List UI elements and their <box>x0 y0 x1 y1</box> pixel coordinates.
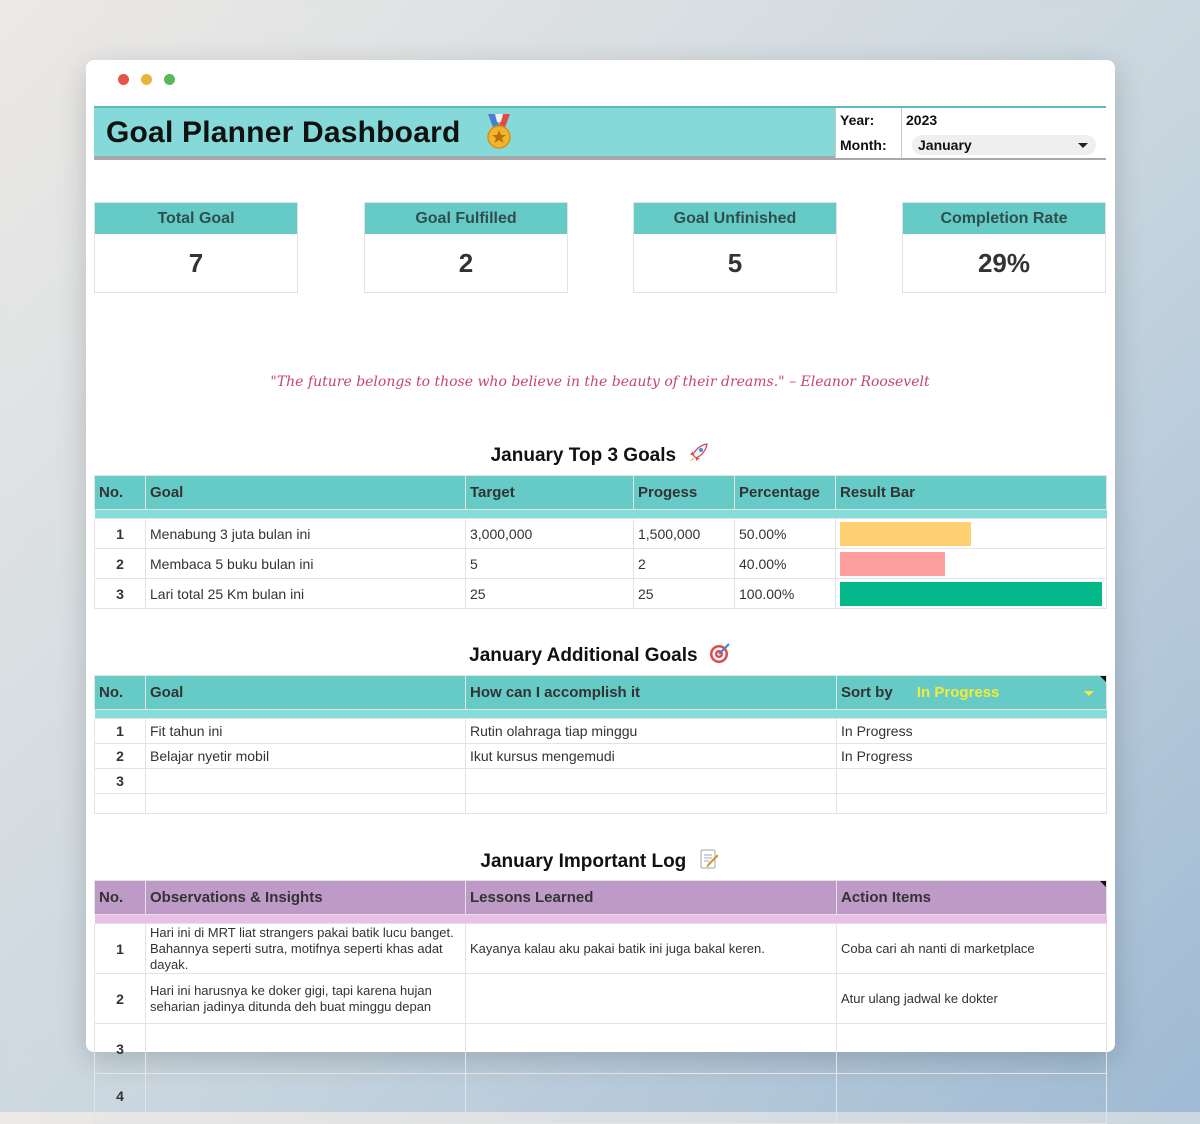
top-goals-title <box>94 442 1106 467</box>
goal-cell[interactable]: Membaca 5 buku bulan ini <box>146 549 466 579</box>
year-label: Year: <box>840 112 875 128</box>
stat-card-label: Total Goal <box>95 203 297 234</box>
row-number <box>95 794 146 814</box>
rocket-icon <box>687 442 709 464</box>
result-bar <box>840 522 971 546</box>
row-number: 1 <box>95 719 146 744</box>
column-header: Progess <box>634 476 735 510</box>
year-value[interactable]: 2023 <box>906 112 938 128</box>
goal-cell[interactable] <box>146 769 466 794</box>
row-number: 3 <box>95 769 146 794</box>
target-icon <box>709 642 731 664</box>
stat-card-completion-rate <box>902 202 1106 293</box>
stat-card-value: 2 <box>458 248 474 278</box>
table-row[interactable] <box>95 924 1107 974</box>
progress-cell[interactable]: 25 <box>634 579 735 609</box>
close-dot[interactable] <box>118 74 129 85</box>
row-number: 2 <box>95 974 146 1024</box>
spreadsheet <box>94 106 1106 1104</box>
medal-icon <box>484 114 514 150</box>
row-number: 1 <box>95 924 146 974</box>
row-number: 2 <box>95 549 146 579</box>
table-row[interactable] <box>95 579 1107 609</box>
status-cell[interactable] <box>837 794 1107 814</box>
row-number: 3 <box>95 1024 146 1074</box>
lesson-cell[interactable] <box>466 1074 837 1124</box>
column-header: Observations & Insights <box>146 881 466 915</box>
progress-cell[interactable]: 1,500,000 <box>634 519 735 549</box>
additional-goals-title-text: January Additional Goals <box>469 645 698 666</box>
row-number: 2 <box>95 744 146 769</box>
action-cell[interactable]: Atur ulang jadwal ke dokter <box>837 974 1107 1024</box>
log-title-text: January Important Log <box>480 851 687 872</box>
column-header <box>837 881 1107 915</box>
column-header: No. <box>95 476 146 510</box>
additional-goals-title <box>94 642 1106 667</box>
status-cell[interactable] <box>837 769 1107 794</box>
top-goals-table <box>94 475 1107 609</box>
status-cell[interactable]: In Progress <box>837 719 1107 744</box>
column-header: No. <box>95 676 146 710</box>
column-header: Goal <box>146 476 466 510</box>
month-dropdown[interactable] <box>912 135 1096 155</box>
observation-cell[interactable]: Hari ini di MRT liat strangers pakai batik lucu banget. Bahannya seperti sutra, motifnya seperti khas adat dayak. <box>146 924 466 974</box>
how-cell[interactable] <box>466 769 837 794</box>
goal-cell[interactable]: Fit tahun ini <box>146 719 466 744</box>
observation-cell[interactable] <box>146 1074 466 1124</box>
how-cell[interactable] <box>466 794 837 814</box>
minimize-dot[interactable] <box>141 74 152 85</box>
percentage-cell: 100.00% <box>735 579 836 609</box>
page-title: Goal Planner Dashboard <box>106 116 461 149</box>
row-number: 1 <box>95 519 146 549</box>
stat-card-label: Goal Fulfilled <box>365 203 567 234</box>
action-cell[interactable] <box>837 1074 1107 1124</box>
log-title <box>94 848 1106 873</box>
column-header: Goal <box>146 676 466 710</box>
result-bar <box>840 582 1102 606</box>
stat-card-value: 5 <box>727 248 743 278</box>
column-header: How can I accomplish it <box>466 676 837 710</box>
window-controls <box>118 74 175 85</box>
progress-cell[interactable]: 2 <box>634 549 735 579</box>
goal-cell[interactable]: Belajar nyetir mobil <box>146 744 466 769</box>
goal-cell[interactable]: Menabung 3 juta bulan ini <box>146 519 466 549</box>
motivational-quote: "The future belongs to those who believe in the beauty of their dreams." – Eleanor Roosevelt <box>270 374 930 390</box>
percentage-cell: 50.00% <box>735 519 836 549</box>
date-selector-panel <box>835 108 1106 158</box>
target-cell[interactable]: 25 <box>466 579 634 609</box>
result-bar <box>840 552 945 576</box>
stat-card-value: 7 <box>188 248 204 278</box>
table-header-row <box>95 476 1107 510</box>
chevron-down-icon[interactable] <box>1084 691 1094 696</box>
target-cell[interactable]: 5 <box>466 549 634 579</box>
stat-card-label: Completion Rate <box>903 203 1105 234</box>
month-value: January <box>918 137 972 153</box>
row-number: 4 <box>95 1074 146 1124</box>
stat-cards <box>94 202 1106 294</box>
observation-cell[interactable] <box>146 1024 466 1074</box>
memo-icon <box>698 848 720 870</box>
stat-card-label: Goal Unfinished <box>634 203 836 234</box>
column-header: Lessons Learned <box>466 881 837 915</box>
observation-cell[interactable]: Hari ini harusnya ke doker gigi, tapi karena hujan seharian jadinya ditunda deh buat minggu depan <box>146 974 466 1024</box>
sort-by-label: Sort by <box>841 684 893 701</box>
table-row[interactable] <box>95 719 1107 744</box>
result-bar-cell <box>836 549 1107 579</box>
table-row[interactable] <box>95 794 1107 814</box>
stat-card-value: 29% <box>977 248 1031 278</box>
action-items-label: Action Items <box>841 889 932 906</box>
stat-card-total-goal <box>94 202 298 293</box>
table-row[interactable] <box>95 769 1107 794</box>
sort-by-header <box>837 676 1107 710</box>
sort-by-dropdown[interactable] <box>917 684 1000 701</box>
result-bar-cell <box>836 519 1107 549</box>
lesson-cell[interactable] <box>466 974 837 1024</box>
goal-cell[interactable] <box>146 794 466 814</box>
action-cell[interactable]: Coba cari ah nanti di marketplace <box>837 924 1107 974</box>
result-bar-cell <box>836 579 1107 609</box>
top-goals-title-text: January Top 3 Goals <box>490 445 677 466</box>
status-cell[interactable]: In Progress <box>837 744 1107 769</box>
table-row[interactable] <box>95 519 1107 549</box>
stat-card-goal-fulfilled <box>364 202 568 293</box>
target-cell[interactable]: 3,000,000 <box>466 519 634 549</box>
row-number: 3 <box>95 579 146 609</box>
stat-card-goal-unfinished <box>633 202 837 293</box>
action-cell[interactable] <box>837 1024 1107 1074</box>
table-row[interactable] <box>95 974 1107 1024</box>
lesson-cell[interactable]: Kayanya kalau aku pakai batik ini juga bakal keren. <box>466 924 837 974</box>
table-row[interactable] <box>95 549 1107 579</box>
table-row[interactable] <box>95 1074 1107 1124</box>
comment-marker-icon <box>1100 881 1106 887</box>
maximize-dot[interactable] <box>164 74 175 85</box>
browser-window <box>86 60 1115 1104</box>
sort-by-value: In Progress <box>916 684 1000 701</box>
how-cell[interactable]: Ikut kursus mengemudi <box>466 744 837 769</box>
table-header-row <box>95 676 1107 710</box>
table-header-row <box>95 881 1107 915</box>
dashboard-header <box>94 106 1106 160</box>
column-header: Percentage <box>735 476 836 510</box>
chevron-down-icon <box>1078 143 1088 148</box>
table-row[interactable] <box>95 744 1107 769</box>
comment-marker-icon <box>1100 676 1106 682</box>
additional-goals-table <box>94 675 1107 814</box>
goal-cell[interactable]: Lari total 25 Km bulan ini <box>146 579 466 609</box>
lesson-cell[interactable] <box>466 1024 837 1074</box>
column-header: No. <box>95 881 146 915</box>
column-header: Result Bar <box>836 476 1107 510</box>
how-cell[interactable]: Rutin olahraga tiap minggu <box>466 719 837 744</box>
table-row[interactable] <box>95 1024 1107 1074</box>
percentage-cell: 40.00% <box>735 549 836 579</box>
important-log-table <box>94 880 1107 1124</box>
column-header: Target <box>466 476 634 510</box>
month-label: Month: <box>840 137 887 153</box>
